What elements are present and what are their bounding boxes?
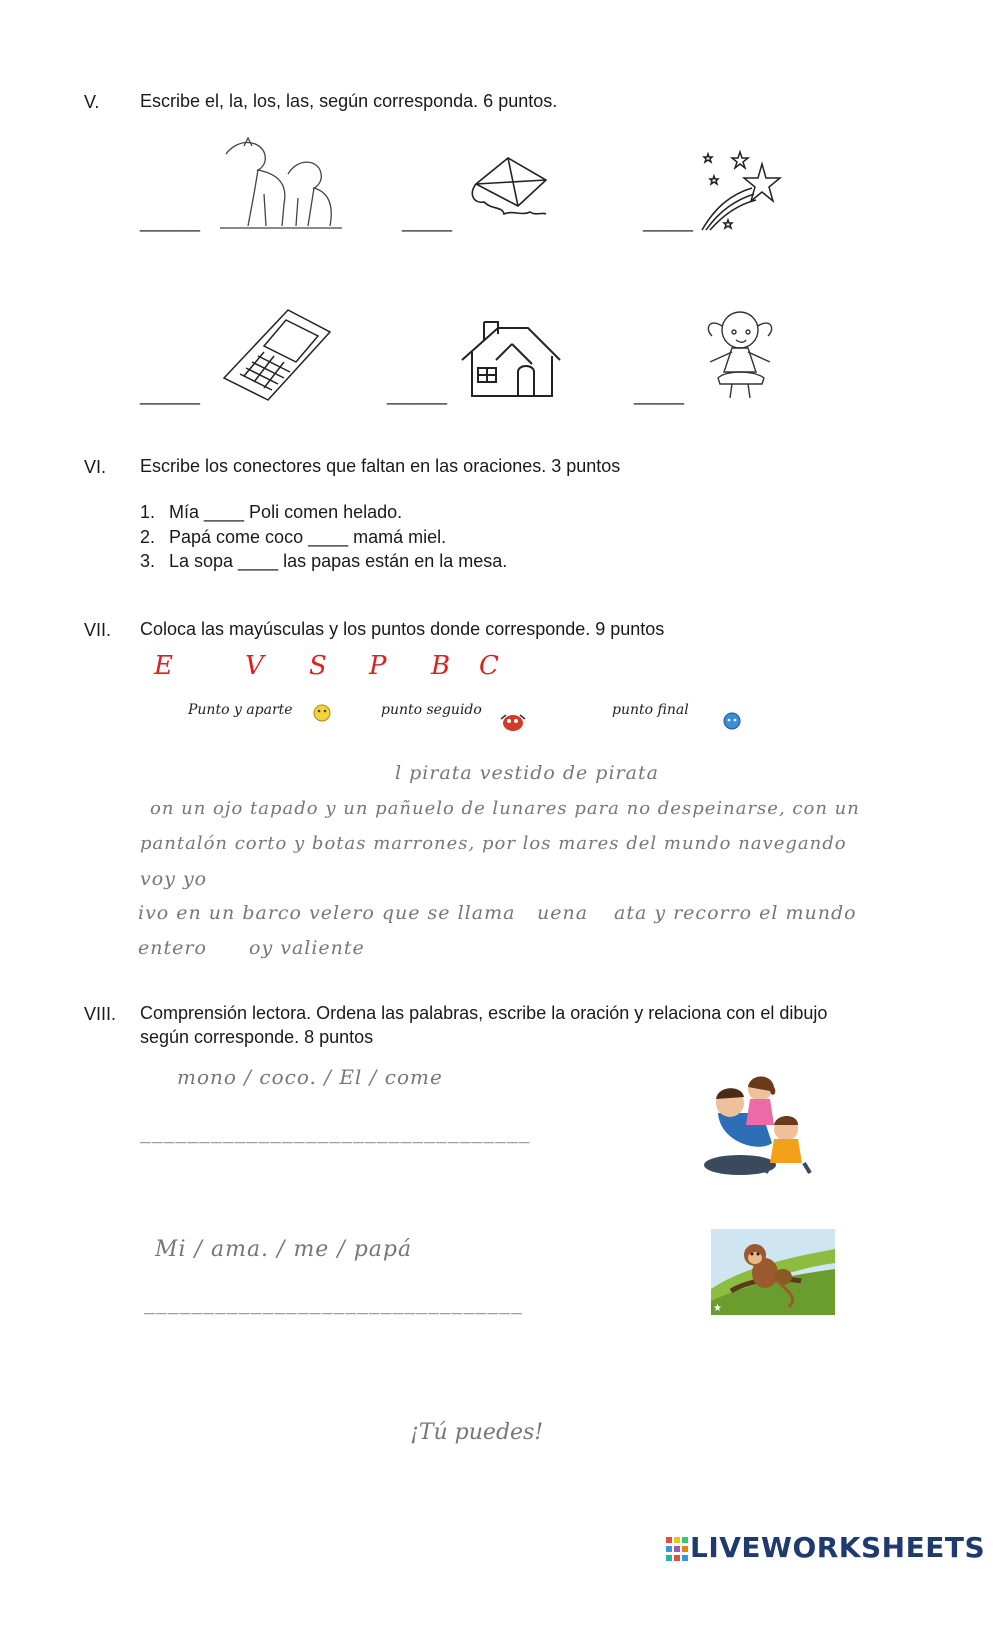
blank-stars[interactable]: _____ <box>643 212 694 232</box>
legend-punto-seguido: punto seguido <box>381 702 482 718</box>
story-line-1: l pirata vestido de pirata <box>395 762 659 784</box>
story-line-3: pantalón corto y botas marrones, por los mares del mundo navegando <box>140 833 847 854</box>
liveworksheets-logo-icon[interactable] <box>666 1537 688 1561</box>
answer-line-1[interactable]: _________________________________ <box>140 1123 531 1144</box>
stars-icon <box>696 146 786 232</box>
blank-phone[interactable]: ______ <box>140 385 201 405</box>
phone-icon <box>218 306 336 404</box>
house-icon <box>458 320 564 400</box>
capital-letter[interactable]: C <box>479 651 499 681</box>
capital-letter[interactable]: S <box>309 651 327 681</box>
story-line-4: voy yo <box>140 868 208 890</box>
section-8-number: VIII. <box>84 1004 117 1024</box>
section-5-number: V. <box>84 92 100 112</box>
section-5-title: Escribe el, la, los, las, según corresponda. 6 puntos. <box>140 91 558 111</box>
kite-icon <box>464 154 550 230</box>
legend-punto-final: punto final <box>612 702 689 718</box>
list-item[interactable]: 1. Mía ____ Poli comen helado. <box>140 502 403 522</box>
section-8-title: Comprensión lectora. Ordena las palabras, escribe la oración y relaciona con el dibujo <box>140 1003 828 1023</box>
scrambled-sentence-1: mono / coco. / El / come <box>177 1065 443 1089</box>
connector-list <box>140 500 507 574</box>
closing-message: ¡Tú puedes! <box>410 1420 544 1445</box>
blank-kite[interactable]: _____ <box>402 212 453 232</box>
list-item[interactable]: 2. Papá come coco ____ mamá miel. <box>140 526 447 547</box>
blank-horses[interactable]: ______ <box>140 212 201 232</box>
capital-letter[interactable]: E <box>154 651 173 681</box>
legend-punto-aparte: Punto y aparte <box>188 702 293 718</box>
section-7-title: Coloca las mayúsculas y los puntos donde corresponde. 9 puntos <box>140 619 665 639</box>
family-icon[interactable] <box>700 1073 822 1179</box>
story-line-5b: uena <box>537 902 589 924</box>
story-line-5c: ata y recorro el mundo <box>614 902 857 924</box>
section-7-number: VII. <box>84 620 112 640</box>
svg-text:★: ★ <box>713 1303 722 1314</box>
scrambled-sentence-2: Mi / ama. / me / papá <box>155 1237 413 1262</box>
story-line-6a: entero <box>138 937 207 959</box>
blank-house[interactable]: ______ <box>387 385 448 405</box>
horses-icon <box>218 134 344 232</box>
story-line-5a: ivo en un barco velero que se llama <box>138 902 516 924</box>
blue-dot-icon[interactable] <box>722 711 742 731</box>
story-line-6b: oy valiente <box>249 937 365 959</box>
section-6-number: VI. <box>84 457 107 477</box>
red-dot-icon[interactable] <box>498 711 528 733</box>
answer-line-2[interactable]: ________________________________ <box>144 1294 523 1315</box>
section-6-title: Escribe los conectores que faltan en las oraciones. 3 puntos <box>140 456 621 476</box>
yellow-dot-icon[interactable] <box>312 703 332 723</box>
story-line-2: on un ojo tapado y un pañuelo de lunares para no despeinarse, con un <box>150 798 860 819</box>
list-item[interactable]: 3. La sopa ____ las papas están en la mesa. <box>140 551 508 571</box>
monkey-icon[interactable] <box>711 1229 835 1315</box>
capital-letter[interactable]: B <box>431 651 451 681</box>
blank-girl[interactable]: _____ <box>634 385 685 405</box>
capital-letter[interactable]: P <box>369 651 387 681</box>
section-8-title-line-2: según corresponde. 8 puntos <box>140 1027 374 1047</box>
girl-icon <box>696 306 786 402</box>
liveworksheets-brand[interactable]: LIVEWORKSHEETS <box>690 1531 986 1564</box>
capital-letter[interactable]: V <box>245 651 264 681</box>
